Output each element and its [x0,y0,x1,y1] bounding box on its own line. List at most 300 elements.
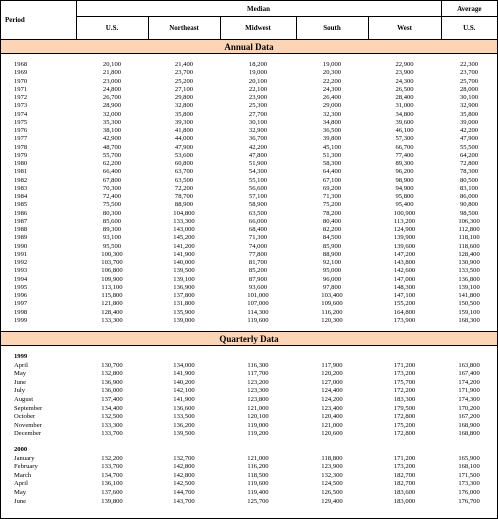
midwest-cell: 32,900 [248,127,268,134]
west-cell: 77,400 [395,151,414,159]
median-us-cell: 20,100 [102,61,122,68]
midwest-cell: 123,200 [247,378,269,386]
average-us-cell: 167,200 [458,413,480,421]
south-cell: 22,200 [322,77,342,85]
median-us-cell: 72,400 [102,193,122,200]
table-row [1,177,497,185]
midwest-cell: 119,600 [247,480,269,488]
west-cell: 124,900 [393,226,416,233]
median-us-cell: 75,500 [102,201,122,209]
median-us-cell: 132,200 [101,454,123,462]
midwest-cell: 114,300 [247,308,269,316]
table-row [1,396,497,405]
south-cell: 84,500 [322,234,342,242]
period-cell: 1970 [14,77,28,85]
period-cell: May [14,488,27,496]
west-cell: 28,400 [395,94,414,101]
period-cell: May [14,370,27,378]
west-cell: 179,500 [393,404,416,412]
midwest-cell: 125,700 [247,497,269,505]
west-cell: 57,300 [395,135,414,143]
table-row [1,168,497,176]
average-us-cell: 118,600 [458,242,480,250]
table-row [1,152,497,160]
period-cell: August [14,395,34,403]
average-us-cell: 90,800 [459,201,479,209]
col-header-south: South [296,17,368,40]
west-cell: 172,800 [393,430,416,438]
northeast-cell: 134,000 [173,361,195,369]
table-row [1,284,497,292]
period-cell: 1974 [14,110,28,118]
period-cell: September [14,404,43,412]
median-us-cell: 70,300 [102,184,122,192]
south-cell: 32,300 [322,110,342,118]
south-cell: 124,400 [321,387,343,395]
period-cell: 1968 [14,61,28,68]
table-row [1,201,497,209]
period-cell: 1990 [14,242,28,250]
period-cell: June [14,497,27,505]
midwest-cell: 54,300 [248,168,268,176]
south-cell: 116,200 [321,308,343,316]
average-us-cell: 130,900 [458,259,480,266]
south-cell: 103,400 [321,292,343,299]
midwest-cell: 42,200 [248,143,268,151]
average-us-cell: 176,000 [458,488,480,496]
south-cell: 126,500 [321,488,343,496]
northeast-cell: 139,100 [173,275,195,283]
midwest-cell: 120,100 [247,413,269,421]
average-us-cell: 64,200 [459,151,479,159]
median-us-cell: 139,800 [101,497,123,505]
northeast-cell: 32,800 [174,102,194,110]
table-row [1,480,497,489]
northeast-cell: 141,200 [173,242,195,250]
midwest-cell: 19,000 [248,69,268,77]
spacer-cell [1,439,497,446]
table-row [1,69,497,77]
northeast-cell: 133,500 [173,413,195,421]
midwest-cell: 30,100 [248,118,268,126]
median-us-cell: 109,900 [101,275,123,283]
median-us-cell: 133,700 [101,430,123,438]
median-us-cell: 133,300 [101,421,123,429]
south-cell: 118,800 [321,454,343,462]
period-cell: 1983 [14,184,28,192]
average-us-cell: 106,300 [458,217,480,225]
midwest-cell: 18,200 [248,61,268,68]
median-us-cell: 137,400 [101,395,123,403]
northeast-cell: 39,300 [174,118,194,126]
west-cell: 34,800 [395,110,414,118]
average-us-cell: 55,500 [459,143,479,151]
northeast-cell: 137,800 [173,292,195,299]
northeast-cell: 140,200 [173,378,195,386]
west-cell: 171,200 [393,361,416,369]
median-us-cell: 26,700 [102,94,122,101]
northeast-cell: 27,100 [174,85,194,93]
west-cell: 46,100 [395,127,414,134]
west-cell: 89,300 [395,160,414,167]
midwest-cell: 51,900 [248,160,268,167]
table-row [1,234,497,242]
south-cell: 124,200 [321,395,343,403]
average-us-cell: 168,900 [458,421,480,429]
northeast-cell: 141,900 [173,250,195,258]
period-cell: 1981 [14,168,28,176]
period-cell: 1975 [14,118,28,126]
south-cell: 85,900 [322,242,342,250]
period-cell: January [14,454,35,462]
period-cell: December [14,430,42,438]
median-us-cell: 103,700 [101,259,123,266]
average-us-cell: 133,500 [458,267,480,275]
west-cell: 183,300 [393,395,416,403]
west-cell: 31,000 [395,102,414,110]
table-row [1,309,497,317]
period-cell: 1979 [14,151,28,159]
period-cell: 1999 [14,316,28,324]
table-row [1,463,497,472]
median-us-cell: 24,800 [102,85,122,93]
south-cell: 120,600 [321,430,343,438]
northeast-cell: 142,100 [173,387,195,395]
south-cell: 64,400 [322,168,342,176]
median-us-cell: 21,800 [102,69,122,77]
period-cell: 1998 [14,308,28,316]
west-cell: 26,500 [395,85,414,93]
south-cell: 36,500 [322,127,342,134]
col-header-midwest: Midwest [220,17,296,40]
period-cell: 1985 [14,201,28,209]
period-cell: 1993 [14,267,28,275]
average-us-cell: 141,800 [458,292,480,299]
west-cell: 147,000 [393,275,416,283]
west-cell: 173,200 [393,370,416,378]
period-cell: October [14,413,36,421]
table-row [1,61,497,69]
west-cell: 96,200 [395,168,414,176]
northeast-cell: 44,000 [174,135,194,143]
south-cell: 58,300 [322,160,342,167]
period-cell: February [14,463,38,471]
period-cell: July [14,387,25,395]
west-cell: 100,900 [393,209,416,217]
west-cell: 175,700 [393,378,416,386]
table-row [1,387,497,396]
midwest-cell: 118,500 [247,471,269,479]
period-cell: 1988 [14,226,28,233]
table-row [1,413,497,422]
west-cell: 164,800 [393,308,416,316]
period-cell: 1991 [14,250,28,258]
median-us-cell: 62,200 [102,160,122,167]
west-cell: 175,200 [393,421,416,429]
west-cell: 183,000 [393,497,416,505]
south-cell: 95,000 [322,267,342,275]
spacer-cell [1,346,497,354]
table-row [1,226,497,234]
average-us-cell: 150,500 [458,300,480,308]
median-us-cell: 67,800 [102,176,122,184]
northeast-cell: 141,900 [173,395,195,403]
west-cell: 147,200 [393,250,416,258]
period-cell: 1971 [14,85,28,93]
table-row [1,317,497,325]
midwest-cell: 121,000 [247,454,269,462]
average-us-cell: 72,800 [459,160,479,167]
average-us-cell: 28,000 [459,85,479,93]
south-cell: 39,800 [322,135,342,143]
median-us-cell: 95,500 [102,242,122,250]
west-cell: 173,200 [393,463,416,471]
south-cell: 67,100 [322,176,342,184]
northeast-cell: 29,800 [174,94,194,101]
midwest-cell: 119,400 [247,488,269,496]
northeast-cell: 132,700 [173,454,195,462]
south-cell: 75,200 [322,201,342,209]
south-cell: 120,200 [321,370,343,378]
midwest-cell: 22,100 [248,85,268,93]
south-cell: 88,900 [322,250,342,258]
west-cell: 113,200 [393,217,416,225]
south-cell: 20,300 [322,69,342,77]
midwest-cell: 116,300 [247,361,269,369]
period-cell: 1997 [14,300,28,308]
table-row [1,300,497,308]
midwest-cell: 63,500 [248,209,268,217]
northeast-cell: 139,000 [173,316,195,324]
midwest-cell: 25,300 [248,102,268,110]
south-cell: 127,000 [321,378,343,386]
south-cell: 69,200 [322,184,342,192]
south-cell: 123,900 [321,463,343,471]
col-header-average-us: U.S. [441,17,497,40]
northeast-cell: 63,700 [174,168,194,176]
south-cell: 29,000 [322,102,342,110]
period-cell: 1984 [14,193,28,200]
year-group-row [1,446,497,455]
table-row [1,362,497,371]
median-us-cell: 113,100 [101,283,123,291]
average-us-cell: 80,500 [459,176,479,184]
midwest-cell: 71,300 [248,234,268,242]
average-us-cell: 30,100 [459,94,479,101]
average-us-cell: 47,900 [459,135,479,143]
average-us-cell: 163,800 [458,361,480,369]
average-us-cell: 165,900 [458,454,480,462]
period-cell: 1973 [14,102,28,110]
table-row [1,498,497,507]
period-cell: 1978 [14,143,28,151]
spacer-row [1,439,497,446]
median-us-cell: 32,000 [102,110,122,118]
midwest-cell: 121,000 [247,404,269,412]
midwest-cell: 119,200 [247,430,269,438]
median-us-cell: 28,900 [102,102,122,110]
period-cell: 1977 [14,135,28,143]
period-cell: 1992 [14,259,28,266]
midwest-cell: 66,000 [248,217,268,225]
average-us-cell: 22,300 [459,61,479,68]
west-cell: 24,300 [395,77,414,85]
median-us-cell: 130,700 [101,361,123,369]
average-us-cell: 168,100 [458,463,480,471]
table-row [1,430,497,439]
northeast-cell: 142,500 [173,480,195,488]
northeast-cell: 35,800 [174,110,194,118]
west-cell: 183,600 [393,488,416,496]
average-us-cell: 171,900 [458,387,480,395]
west-cell: 22,900 [395,61,414,68]
table-row [1,111,497,119]
midwest-cell: 123,800 [247,395,269,403]
average-us-cell: 78,300 [459,168,479,176]
table-row [1,489,497,498]
median-us-cell: 128,400 [101,308,123,316]
table-row [1,193,497,201]
period-cell: March [14,471,32,479]
average-us-cell: 23,700 [459,69,479,77]
period-cell: June [14,378,27,386]
west-cell: 172,800 [393,413,416,421]
northeast-cell: 143,000 [173,226,195,233]
northeast-cell: 47,900 [174,143,194,151]
northeast-cell: 141,900 [173,370,195,378]
average-us-cell: 171,500 [458,471,480,479]
northeast-cell: 136,600 [173,404,195,412]
median-us-cell: 38,100 [102,127,122,134]
median-us-cell: 132,500 [101,413,123,421]
table-row [1,422,497,431]
period-cell: November [14,421,42,429]
average-us-cell: 174,300 [458,395,480,403]
table-row [1,267,497,275]
year-group-row [1,353,497,362]
midwest-cell: 116,200 [247,463,269,471]
average-us-cell: 32,900 [459,102,479,110]
south-cell: 19,000 [322,61,342,68]
south-cell: 78,200 [322,209,342,217]
table-row [1,405,497,414]
west-cell: 139,600 [393,242,416,250]
northeast-cell: 139,500 [173,267,195,275]
period-cell: 1972 [14,94,28,101]
table-row [1,78,497,86]
table-row [1,210,497,218]
northeast-cell: 78,700 [174,193,194,200]
midwest-cell: 36,700 [248,135,268,143]
average-us-cell: 173,300 [458,480,480,488]
median-us-cell: 133,300 [101,316,123,324]
average-us-cell: 86,000 [459,193,479,200]
northeast-cell: 143,700 [173,497,195,505]
west-cell: 155,200 [393,300,416,308]
average-us-cell: 174,200 [458,378,480,386]
table-row [1,472,497,481]
midwest-cell: 20,100 [248,77,268,85]
table-row [1,135,497,143]
northeast-cell: 72,200 [174,184,194,192]
south-cell: 109,600 [321,300,343,308]
west-cell: 173,900 [393,316,416,324]
median-us-cell: 134,400 [101,404,123,412]
table-row [1,292,497,300]
south-cell: 129,400 [321,497,343,505]
average-us-cell: 136,800 [458,275,480,283]
south-cell: 71,300 [322,193,342,200]
northeast-cell: 131,800 [173,300,195,308]
west-cell: 147,100 [393,292,416,299]
west-cell: 148,300 [393,283,416,291]
south-cell: 120,300 [321,316,343,324]
midwest-cell: 56,600 [248,184,268,192]
midwest-cell: 85,200 [248,267,268,275]
south-cell: 45,100 [322,143,342,151]
northeast-cell: 25,200 [174,77,194,85]
west-cell: 94,900 [395,184,414,192]
table-row [1,94,497,102]
northeast-cell: 63,500 [174,176,194,184]
west-cell: 172,200 [393,387,416,395]
table-row [1,276,497,284]
spacer-row [1,54,497,62]
table-row [1,102,497,110]
table-row [1,218,497,226]
annual-data-title: Annual Data [1,40,497,54]
west-cell: 95,400 [395,201,414,209]
price-table [1,1,497,506]
median-us-cell: 132,800 [101,370,123,378]
midwest-cell: 87,900 [248,275,268,283]
period-cell: 1969 [14,69,28,77]
midwest-cell: 81,700 [248,259,268,266]
northeast-cell: 142,800 [173,471,195,479]
median-us-cell: 121,800 [101,300,123,308]
spacer-cell [1,54,497,62]
northeast-cell: 140,000 [173,259,195,266]
south-cell: 24,300 [322,85,342,93]
south-cell: 121,000 [321,421,343,429]
midwest-cell: 117,700 [247,370,269,378]
table-row [1,370,497,379]
period-header: Period [5,16,25,24]
northeast-cell: 136,200 [173,421,195,429]
northeast-cell: 88,900 [174,201,194,209]
midwest-cell: 107,000 [247,300,269,308]
period-cell: April [14,361,28,369]
table-row [1,86,497,94]
period-cell: 1976 [14,127,28,134]
median-us-cell: 42,900 [102,135,122,143]
midwest-cell: 47,800 [248,151,268,159]
west-cell: 171,200 [393,454,416,462]
average-us-cell: 35,800 [459,110,479,118]
average-us-cell: 98,500 [459,209,479,217]
south-cell: 26,400 [322,94,342,101]
south-cell: 34,800 [322,118,342,126]
west-cell: 98,900 [395,176,414,184]
south-cell: 120,400 [321,413,343,421]
table-row [1,160,497,168]
table-row [1,185,497,193]
year-group-label: 1999 [14,353,28,360]
median-us-cell: 66,400 [102,168,122,176]
average-us-cell: 168,300 [458,316,480,324]
median-us-cell: 136,100 [101,480,123,488]
median-us-cell: 136,900 [101,378,123,386]
